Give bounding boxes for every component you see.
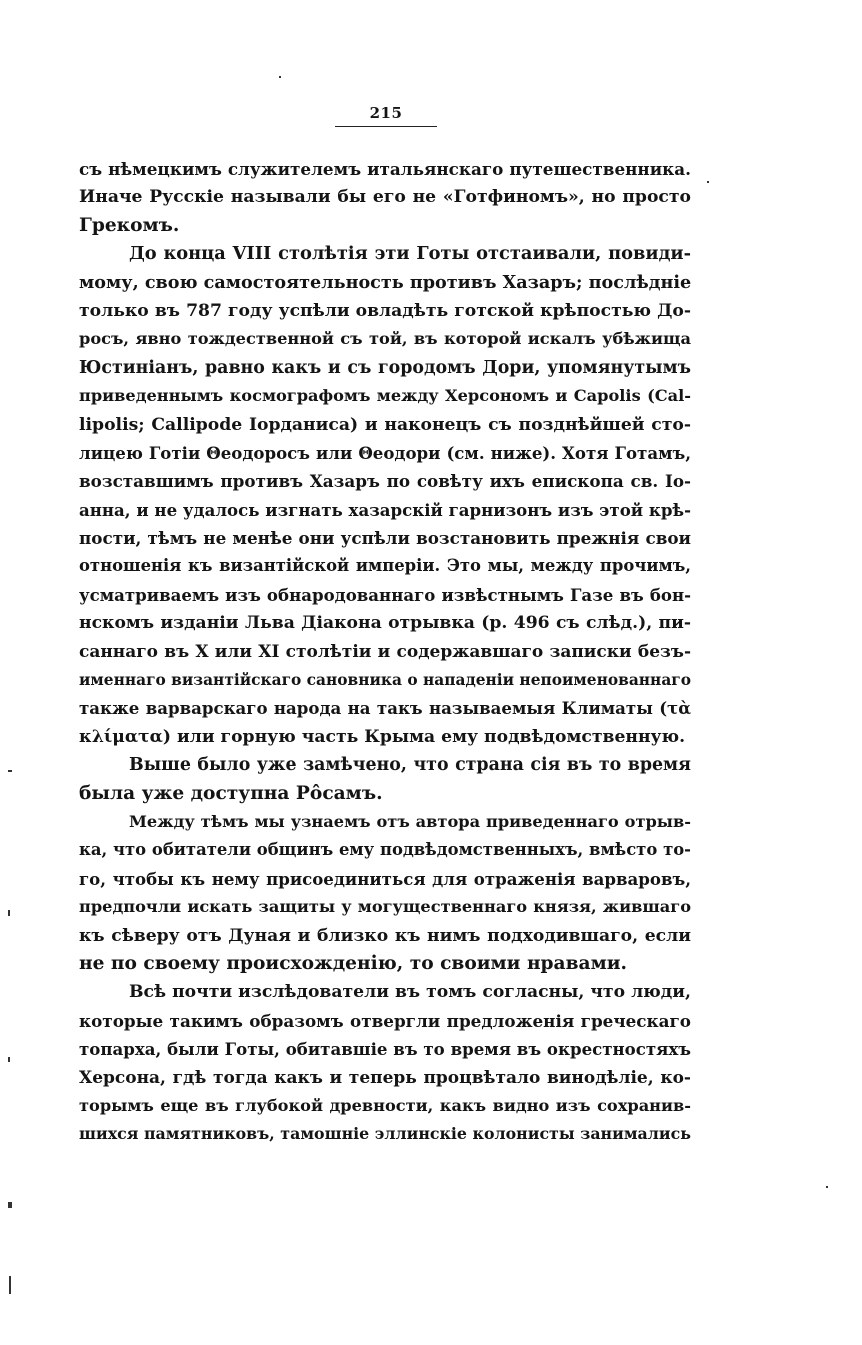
scan-speck <box>8 910 10 916</box>
text-line: пости, тѣмъ не менѣе они успѣли возстановить прежнія свои <box>79 528 691 549</box>
scan-speck <box>9 1276 11 1294</box>
text-line: го, чтобы къ нему присоединиться для отраженія варваровъ, <box>79 868 691 889</box>
text-line: отношенія къ византійской имперіи. Это мы, между прочимъ, <box>79 556 691 576</box>
text-line: ка, что обитатели общинъ ему подвѣдомственныхъ, вмѣсто то- <box>79 840 691 860</box>
text-line: усматриваемъ изъ обнародованнаго извѣстнымъ Газе въ бон- <box>79 584 691 605</box>
text-line: κλίματα) или горную часть Крыма ему подвѣдомственную. <box>79 726 686 747</box>
text-line: только въ 787 году успѣли овладѣть готской крѣпостью До- <box>79 300 691 321</box>
text-line: съ нѣмецкимъ служителемъ итальянскаго путешественника. <box>79 159 691 179</box>
text-line: приведеннымъ космографомъ между Херсономъ и Capolis (Cal- <box>79 386 691 406</box>
text-line: анна, и не удалось изгнать хазарскій гарнизонъ изъ этой крѣ- <box>79 499 691 520</box>
text-line: нскомъ изданіи Льва Діакона отрывка (р. 496 съ слѣд.), пи- <box>79 613 691 634</box>
text-line: До конца VIII столѣтія эти Готы отстаивали, повиди- <box>129 243 691 265</box>
text-line: торымъ еще въ глубокой древности, какъ видно изъ сохранив- <box>79 1095 691 1115</box>
scan-speck <box>8 1057 10 1062</box>
scan-speck <box>707 181 709 183</box>
text-line: lipolis; Callipode Іорданиса) и наконецъ съ позднѣйшей сто- <box>79 414 691 435</box>
text-line: также варварскаго народа на такъ называемыя Климаты (τὰ <box>79 698 691 719</box>
text-line: была уже доступна Рôсамъ. <box>79 782 383 804</box>
header-rule <box>335 126 437 127</box>
text-line: Между тѣмъ мы узнаемъ отъ автора приведеннаго отрыв- <box>129 811 691 831</box>
text-line: саннаго въ X или XI столѣтіи и содержавшаго записки безъ- <box>79 641 691 662</box>
scan-speck <box>8 770 12 772</box>
text-line: Грекомъ. <box>79 214 180 236</box>
text-line: росъ, явно тождественной съ той, въ которой искалъ убѣжища <box>79 329 691 349</box>
text-line: именнаго византійскаго сановника о нападеніи непоименованнаго <box>79 671 691 690</box>
text-line: Херсона, гдѣ тогда какъ и теперь процвѣтало винодѣліе, ко- <box>79 1067 691 1088</box>
scan-speck <box>8 1202 12 1208</box>
scan-speck <box>826 1186 828 1188</box>
text-line: топарха, были Готы, обитавшіе въ то время въ окрестностяхъ <box>79 1039 691 1060</box>
text-line: Всѣ почти изслѣдователи въ томъ согласны, что люди, <box>129 982 691 1003</box>
text-line: которые такимъ образомъ отвергли предложенія греческаго <box>79 1010 691 1031</box>
text-line: къ сѣверу отъ Дуная и близко къ нимъ подходившаго, если <box>79 925 691 946</box>
text-line: возставшимъ противъ Хазаръ по совѣту ихъ епископа св. Іо- <box>79 471 691 492</box>
page-number: 215 <box>369 104 403 122</box>
text-line: мому, свою самостоятельность противъ Хазаръ; послѣдніе <box>79 271 691 293</box>
text-line: Юстиніанъ, равно какъ и съ городомъ Дори, упомянутымъ <box>79 357 691 378</box>
body-text <box>79 155 691 1149</box>
text-line: предпочли искать защиты у могущественнаго князя, жившаго <box>79 897 691 917</box>
text-line: Иначе Русскіе называли бы его не «Готфиномъ», но просто <box>79 187 691 208</box>
text-line: Выше было уже замѣчено, что страна сія въ то время <box>129 755 691 776</box>
scan-speck <box>279 76 281 78</box>
text-line: шихся памятниковъ, тамошніе эллинскіе колонисты занимались <box>79 1124 691 1144</box>
text-line: лицею Готіи Θеодоросъ или Θеодори (см. ниже). Хотя Готамъ, <box>79 442 691 463</box>
text-line: не по своему происхожденію, то своими нравами. <box>79 952 627 974</box>
